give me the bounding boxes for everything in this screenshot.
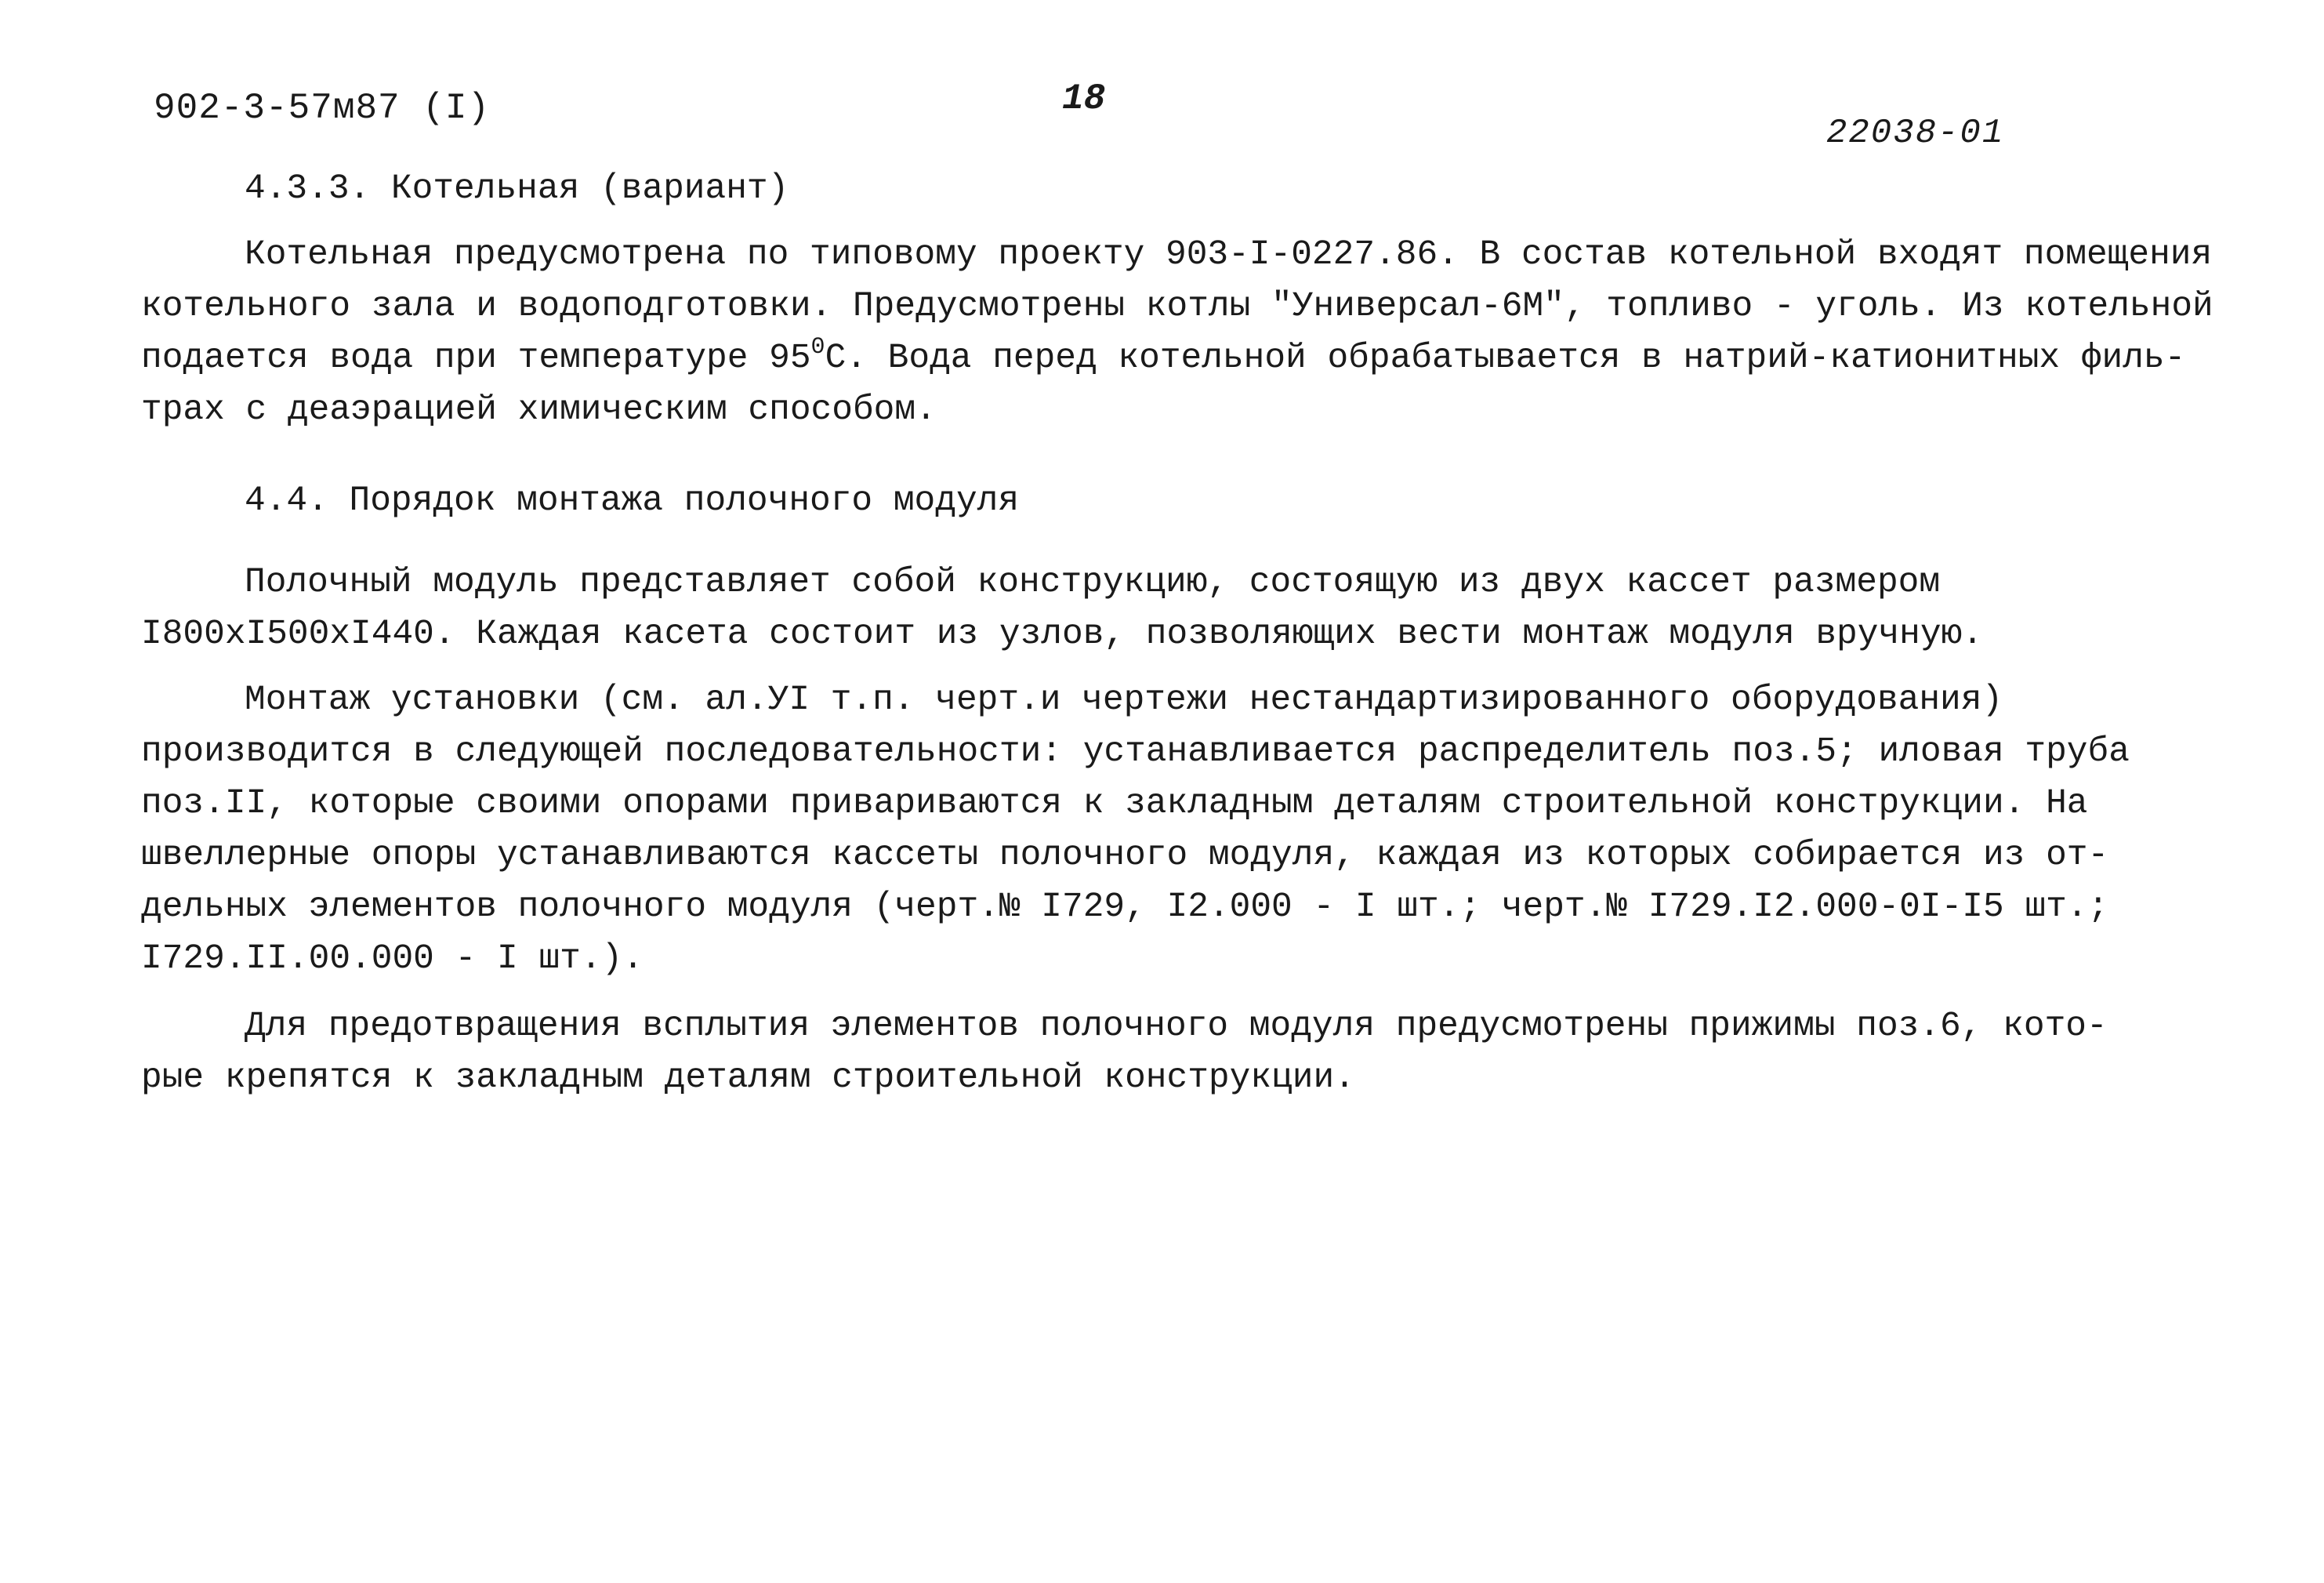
clamp-paragraph	[141, 1000, 2195, 1104]
paragraph-line: поз.II, которые своими опорами привариваются к закладным деталям строительной конструкции. На	[141, 784, 2088, 823]
paragraph-line-with-degree	[141, 332, 2195, 384]
module-paragraph	[141, 557, 2195, 660]
assembly-section-title-block	[141, 475, 2195, 527]
degree-superscript: 0	[810, 334, 825, 361]
document-code: 902-3-57м87 (I)	[154, 88, 491, 129]
paragraph-line: котельного зала и водоподготовки. Предусмотрены котлы "Универсал-6М", топливо - уголь. Из котельной	[141, 287, 2213, 326]
paragraph-line: Для предотвращения всплытия элементов полочного модуля предусмотрены прижимы поз.6, кото-	[245, 1007, 2108, 1046]
paragraph-line: производится в следующей последовательности: устанавливается распределитель поз.5; иловая труба	[141, 732, 2130, 772]
paragraph-line: дельных элементов полочного модуля (черт.№ I729, I2.000 - I шт.; черт.№ I729.I2.000-0I-I5 шт.;	[141, 888, 2109, 927]
assembly-section-title: 4.4. Порядок монтажа полочного модуля	[245, 481, 1020, 521]
paragraph-line: трах с деаэрацией химическим способом.	[141, 390, 937, 430]
installation-paragraph	[141, 674, 2195, 985]
page-number: 18	[1062, 78, 1106, 119]
paragraph-line: Котельная предусмотрена по типовому проекту 903-I-0227.86. В состав котельной входят помещения	[245, 235, 2213, 274]
paragraph-line-part: С. Вода перед котельной обрабатывается в натрий-катионитных филь-	[825, 339, 2186, 378]
paragraph-line: Монтаж установки (см. ал.УI т.п. черт.и чертежи нестандартизированного оборудования)	[245, 681, 2003, 720]
paragraph-line: рые крепятся к закладным деталям строительной конструкции.	[141, 1058, 1355, 1098]
paragraph-line: Полочный модуль представляет собой конструкцию, состоящую из двух кассет размером	[245, 563, 1941, 602]
sheet-code: 22038-01	[1826, 114, 2005, 153]
boiler-section-title: 4.3.3. Котельная (вариант)	[245, 169, 789, 209]
boiler-section-title-block	[141, 163, 2195, 215]
paragraph-line-part: подается вода при температуре 95	[141, 339, 811, 378]
paragraph-line: I729.II.00.000 - I шт.).	[141, 939, 644, 978]
boiler-paragraph	[141, 229, 2213, 436]
paragraph-line: швеллерные опоры устанавливаются кассеты полочного модуля, каждая из которых собирается из от-	[141, 836, 2109, 875]
paragraph-line: I800xI500xI440. Каждая касета состоит из узлов, позволяющих вести монтаж модуля вручную.	[141, 615, 1983, 654]
